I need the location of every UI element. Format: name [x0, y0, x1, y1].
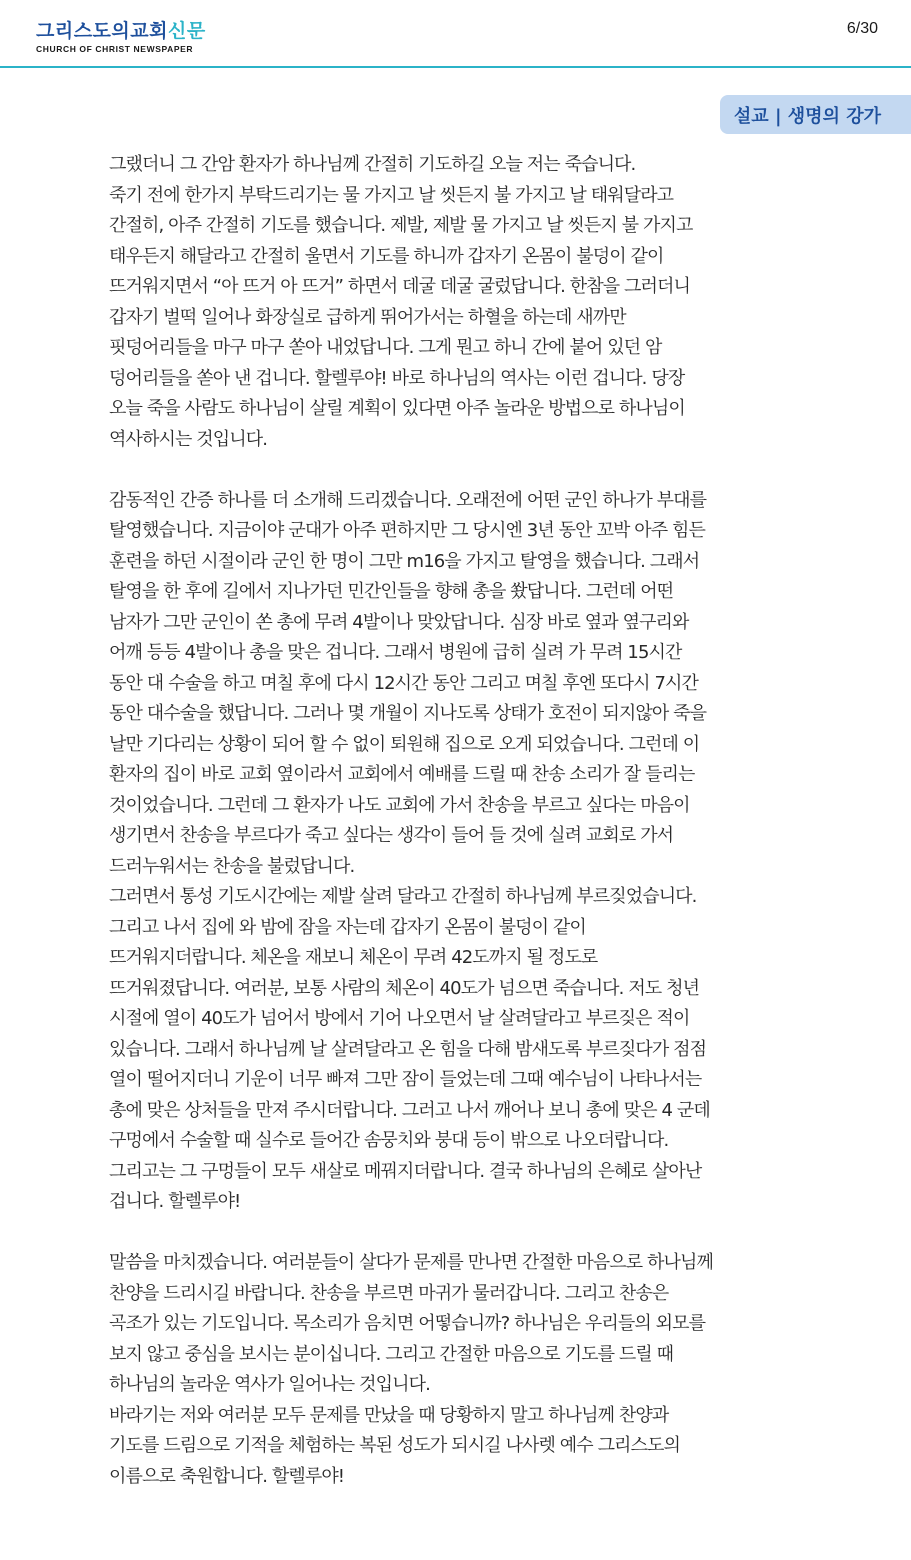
page-header: [0, 0, 911, 68]
text-line: 겁니다. 할렐루야!: [109, 1191, 241, 1212]
text-line: 뜨거워지더랍니다. 체온을 재보니 체온이 무려 42도까지 될 정도로: [109, 947, 598, 968]
text-line: 하나님의 놀라운 역사가 일어나는 것입니다.: [109, 1374, 430, 1395]
text-line: 기도를 드림으로 기적을 체험하는 복된 성도가 되시길 나사렛 예수 그리스도의: [109, 1435, 681, 1456]
text-line: 찬양을 드리시길 바랍니다. 찬송을 부르면 마귀가 물러갑니다. 그리고 찬송은: [109, 1282, 669, 1304]
text-line: 동안 대 수술을 하고 며칠 후에 다시 12시간 동안 그리고 며칠 후엔 또다시 7시간: [109, 672, 698, 694]
text-line: 덩어리들을 쏟아 낸 겁니다. 할렐루야! 바로 하나님의 역사는 이런 겁니다. 당장: [109, 367, 685, 389]
text-line: 그러면서 통성 기도시간에는 제발 살려 달라고 간절히 하나님께 부르짖었습니다.: [109, 886, 697, 907]
text-line: 동안 대수술을 했답니다. 그러나 몇 개월이 지나도록 상태가 호전이 되지않아 죽을: [109, 703, 707, 724]
text-line: 뜨거워지면서 “아 뜨거 아 뜨거” 하면서 데굴 데굴 굴렀답니다. 한참을 그러더니: [109, 276, 691, 297]
text-line: 뜨거워졌답니다. 여러분, 보통 사람의 체온이 40도가 넘으면 죽습니다. 저도 청년: [109, 977, 700, 999]
text-line: 그랬더니 그 간암 환자가 하나님께 간절히 기도하길 오늘 저는 죽습니다.: [109, 154, 636, 175]
text-line: 구멍에서 수술할 때 실수로 들어간 솜뭉치와 붕대 등이 밖으로 나오더랍니다.: [109, 1130, 669, 1151]
article-paragraph: [109, 150, 809, 455]
text-line: 시절에 열이 40도가 넘어서 방에서 기어 나오면서 날 살려달라고 부르짖은 적이: [109, 1008, 690, 1029]
newspaper-logo[interactable]: [36, 20, 206, 54]
text-line: 총에 맞은 상처들을 만져 주시더랍니다. 그러고 나서 깨어나 보니 총에 맞은 4 군데: [109, 1099, 710, 1121]
text-line: 바라기는 저와 여러분 모두 문제를 만났을 때 당황하지 말고 하나님께 찬양과: [109, 1404, 669, 1426]
text-line: 간절히, 아주 간절히 기도를 했습니다. 제발, 제발 물 가지고 날 씻든지 불 가지고: [109, 215, 693, 236]
text-line: 남자가 그만 군인이 쏜 총에 무려 4발이나 맞았답니다. 심장 바로 옆과 옆구리와: [109, 611, 689, 633]
page-number: 6/30: [846, 20, 878, 37]
text-line: 곡조가 있는 기도입니다. 목소리가 음치면 어떻습니까? 하나님은 우리들의 외모를: [109, 1313, 706, 1334]
article-paragraph: [109, 486, 809, 1218]
logo-korean-title: [36, 20, 206, 42]
text-line: 열이 떨어지더니 기운이 너무 빠져 그만 잠이 들었는데 그때 예수님이 나타나서는: [109, 1069, 702, 1090]
text-line: 역사하시는 것입니다.: [109, 428, 268, 450]
text-line: 말씀을 마치겠습니다. 여러분들이 살다가 문제를 만나면 간절한 마음으로 하나님께: [109, 1252, 713, 1273]
text-line: 어깨 등등 4발이나 총을 맞은 겁니다. 그래서 병원에 급히 실려 가 무려 15시간: [109, 642, 682, 663]
text-line: 환자의 집이 바로 교회 옆이라서 교회에서 예배를 드릴 때 찬송 소리가 잘 들리는: [109, 764, 695, 785]
text-line: 태우든지 해달라고 간절히 울면서 기도를 하니까 갑자기 온몸이 불덩이 같이: [109, 245, 664, 267]
text-line: 갑자기 벌떡 일어나 화장실로 급하게 뛰어가서는 하혈을 하는데 새까만: [109, 306, 626, 328]
sermon-article: [109, 150, 809, 1523]
text-line: 그리고 나서 집에 와 밤에 잠을 자는데 갑자기 온몸이 불덩이 같이: [109, 916, 586, 938]
text-line: 보지 않고 중심을 보시는 분이십니다. 그리고 간절한 마음으로 기도를 드릴 때: [109, 1343, 674, 1365]
text-line: 탈영했습니다. 지금이야 군대가 아주 편하지만 그 당시엔 3년 동안 꼬박 아주 힘든: [109, 520, 706, 541]
text-line: 감동적인 간증 하나를 더 소개해 드리겠습니다. 오래전에 어떤 군인 하나가 부대를: [109, 489, 707, 511]
logo-english-title: CHURCH OF CHRIST NEWSPAPER: [36, 44, 194, 54]
text-line: 있습니다. 그래서 하나님께 날 살려달라고 온 힘을 다해 밤새도록 부르짖다가 점점: [109, 1038, 707, 1060]
text-line: 드러누워서는 찬송을 불렀답니다.: [109, 855, 355, 877]
section-tag: 설교 | 생명의 강가: [720, 95, 911, 134]
text-line: 생기면서 찬송을 부르다가 죽고 싶다는 생각이 들어 들 것에 실려 교회로 가서: [109, 825, 674, 846]
text-line: 그리고는 그 구멍들이 모두 새살로 메꿔지더랍니다. 결국 하나님의 은혜로 살아난: [109, 1160, 702, 1182]
text-line: 오늘 죽을 사람도 하나님이 살릴 계획이 있다면 아주 놀라운 방법으로 하나님이: [109, 398, 685, 419]
text-line: 것이었습니다. 그런데 그 환자가 나도 교회에 가서 찬송을 부르고 싶다는 마음이: [109, 794, 690, 816]
article-paragraph: [109, 1248, 809, 1492]
text-line: 죽기 전에 한가지 부탁드리기는 물 가지고 날 씻든지 불 가지고 날 태워달라고: [109, 184, 674, 206]
logo-korean-main: 그리스도의교회: [36, 20, 168, 42]
text-line: 탈영을 한 후에 길에서 지나가던 민간인들을 향해 총을 쐈답니다. 그런데 어떤: [109, 581, 674, 602]
logo-korean-accent: 신문: [167, 20, 206, 42]
text-line: 이름으로 축원합니다. 할렐루야!: [109, 1465, 345, 1487]
text-line: 날만 기다리는 상황이 되어 할 수 없이 퇴원해 집으로 오게 되었습니다. 그런데 이: [109, 733, 700, 755]
text-line: 훈련을 하던 시절이라 군인 한 명이 그만 m16을 가지고 탈영을 했습니다. 그래서: [109, 550, 700, 572]
text-line: 핏덩어리들을 마구 마구 쏟아 내었답니다. 그게 뭔고 하니 간에 붙어 있던 암: [109, 337, 662, 358]
